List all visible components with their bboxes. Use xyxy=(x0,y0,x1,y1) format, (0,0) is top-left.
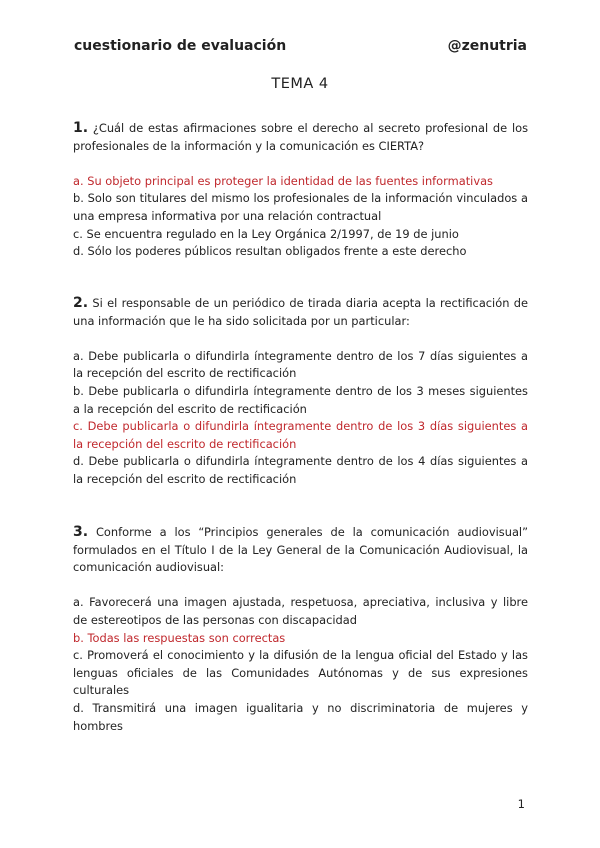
answer-option-correct: c. Debe publicarla o difundirla íntegramente dentro de los 3 días siguientes a la recepción del escrito de rectificación xyxy=(73,419,528,451)
answer-option: a. Favorecerá una imagen ajustada, respetuosa, apreciativa, inclusiva y libre de estereotipos de las personas con discapacidad xyxy=(73,595,528,627)
question-statement: Conforme a los “Principios generales de la comunicación audiovisual” formulados en el Título I de la Ley General de la Comunicación Audiovisual, la comunicación audiovisual: xyxy=(73,525,529,575)
document-title: cuestionario de evaluación xyxy=(74,38,287,54)
answer-option: c. Promoverá el conocimiento y la difusión de la lengua oficial del Estado y las lenguas oficiales de las Comunidades Autónomas y de sus expresiones culturales xyxy=(73,648,528,698)
page-number: 1 xyxy=(517,797,525,811)
answer-option: b. Debe publicarla o difundirla íntegramente dentro de los 3 meses siguientes a la recepción del escrito de rectificación xyxy=(73,383,528,416)
answer-options xyxy=(73,173,528,261)
answer-option: d. Sólo los poderes públicos resultan obligados frente a este derecho xyxy=(73,244,467,259)
answer-options xyxy=(73,348,528,489)
answer-option: d. Transmitirá una imagen igualitaria y no discriminatoria de mujeres y hombres xyxy=(73,700,528,733)
question-statement: Si el responsable de un periódico de tirada diaria acepta la rectificación de una información que le ha sido solicitada por un particular: xyxy=(73,296,528,328)
question-number: 3. xyxy=(73,524,89,540)
question-number: 1. xyxy=(73,120,89,136)
question-1 xyxy=(73,120,528,261)
answer-option-correct: b. Todas las respuestas son correctas xyxy=(73,630,286,645)
answer-options xyxy=(73,594,528,735)
author-handle: @zenutria xyxy=(447,38,527,54)
question-text xyxy=(73,120,528,155)
question-number: 2. xyxy=(73,295,89,311)
question-3 xyxy=(73,524,528,735)
answer-option: c. Se encuentra regulado en la Ley Orgánica 2/1997, de 19 de junio xyxy=(73,226,459,241)
question-text xyxy=(73,524,528,577)
answer-option: a. Debe publicarla o difundirla íntegramente dentro de los 7 días siguientes a la recepción del escrito de rectificación xyxy=(73,348,528,381)
page-header xyxy=(74,38,527,58)
answer-option-correct: a. Su objeto principal es proteger la identidad de las fuentes informativas xyxy=(73,173,493,188)
answer-option: b. Solo son titulares del mismo los profesionales de la información vinculados a una empresa informativa por una relación contractual xyxy=(73,191,528,223)
answer-option: d. Debe publicarla o difundirla íntegramente dentro de los 4 días siguientes a la recepción del escrito de rectificación xyxy=(73,454,528,486)
question-text xyxy=(73,295,528,330)
topic-title: TEMA 4 xyxy=(271,76,329,92)
question-statement: ¿Cuál de estas afirmaciones sobre el derecho al secreto profesional de los profesionales de la información y la comunicación es CIERTA? xyxy=(73,121,529,153)
question-2 xyxy=(73,295,528,489)
